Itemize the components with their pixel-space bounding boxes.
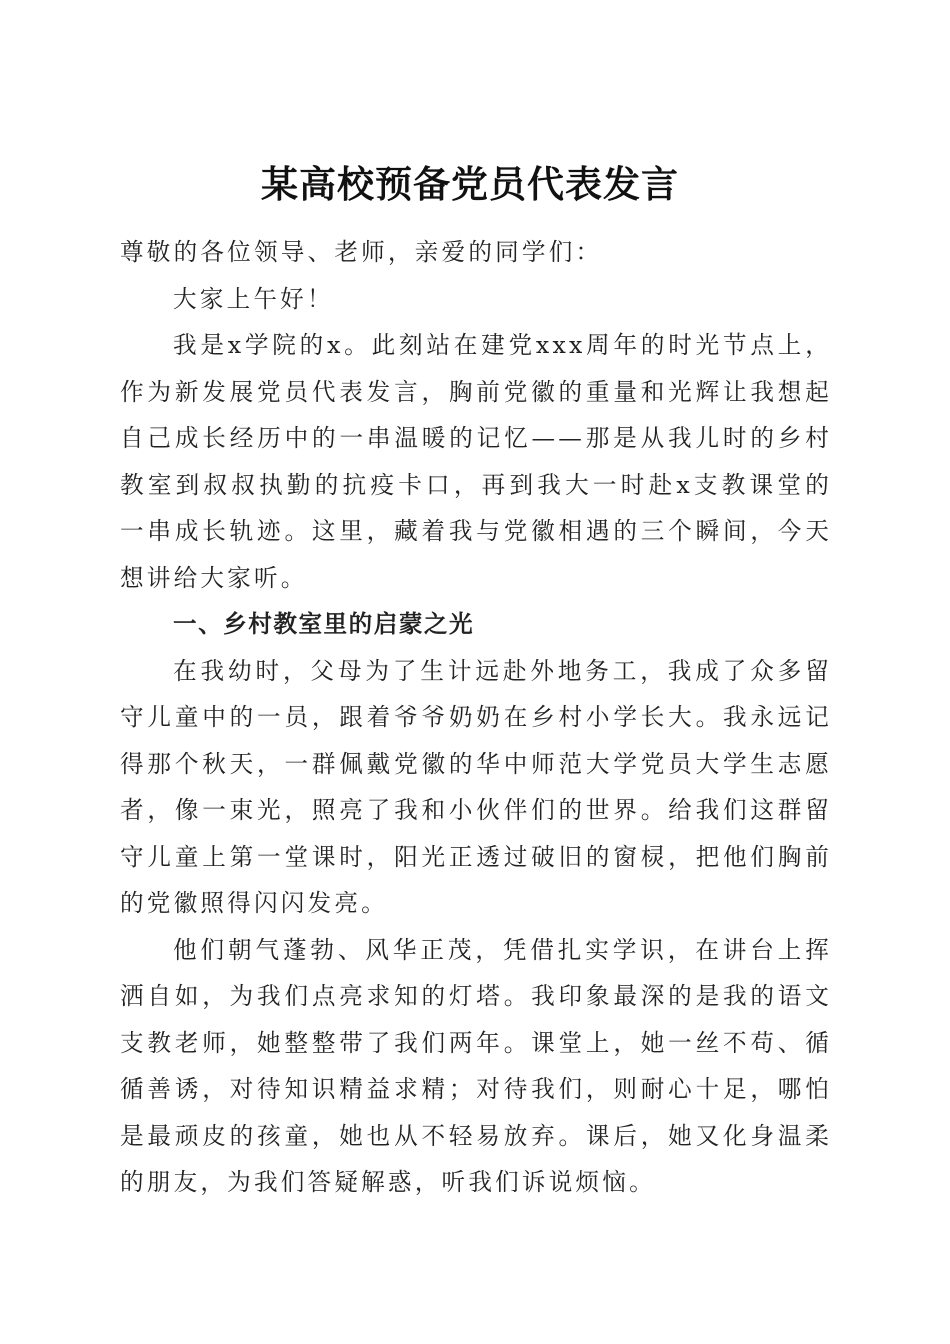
document-title: 某高校预备党员代表发言 [261,161,679,206]
paragraph-teacher: 他们朝气蓬勃、风华正茂，凭借扎实学识，在讲台上挥洒自如，为我们点亮求知的灯塔。我印象最深的是我的语文支教老师，她整整带了我们两年。课堂上，她一丝不苟、循循善诱，对待知识精益求精；对待我们，则耐心十足，哪怕是最顽皮的孩童，她也从不轻易放弃。课后，她又化身温柔的朋友，为我们答疑解惑，听我们诉说烦恼。 [120,935,832,1196]
greeting: 大家上午好！ [173,284,334,313]
paragraph-childhood: 在我幼时，父母为了生计远赴外地务工，我成了众多留守儿童中的一员，跟着爷爷奶奶在乡村小学长大。我永远记得那个秋天，一群佩戴党徽的华中师范大学党员大学生志愿者，像一束光，照亮了我和小伙伴们的世界。给我们这群留守儿童上第一堂课时，阳光正透过破旧的窗棂，把他们胸前的党徽照得闪闪发亮。 [120,656,832,917]
section-heading: 一、乡村教室里的启蒙之光 [173,610,475,638]
document-body [120,229,832,1206]
paragraph-intro: 我是x学院的x。此刻站在建党xxx周年的时光节点上，作为新发展党员代表发言，胸前党徽的重量和光辉让我想起自己成长经历中的一串温暖的记忆——那是从我儿时的乡村教室到叔叔执勤的抗疫卡口，再到我大一时赴x支教课堂的一串成长轨迹。这里，藏着我与党徽相遇的三个瞬间，今天想讲给大家听。 [120,331,832,592]
salutation: 尊敬的各位领导、老师，亲爱的同学们： [120,238,603,266]
